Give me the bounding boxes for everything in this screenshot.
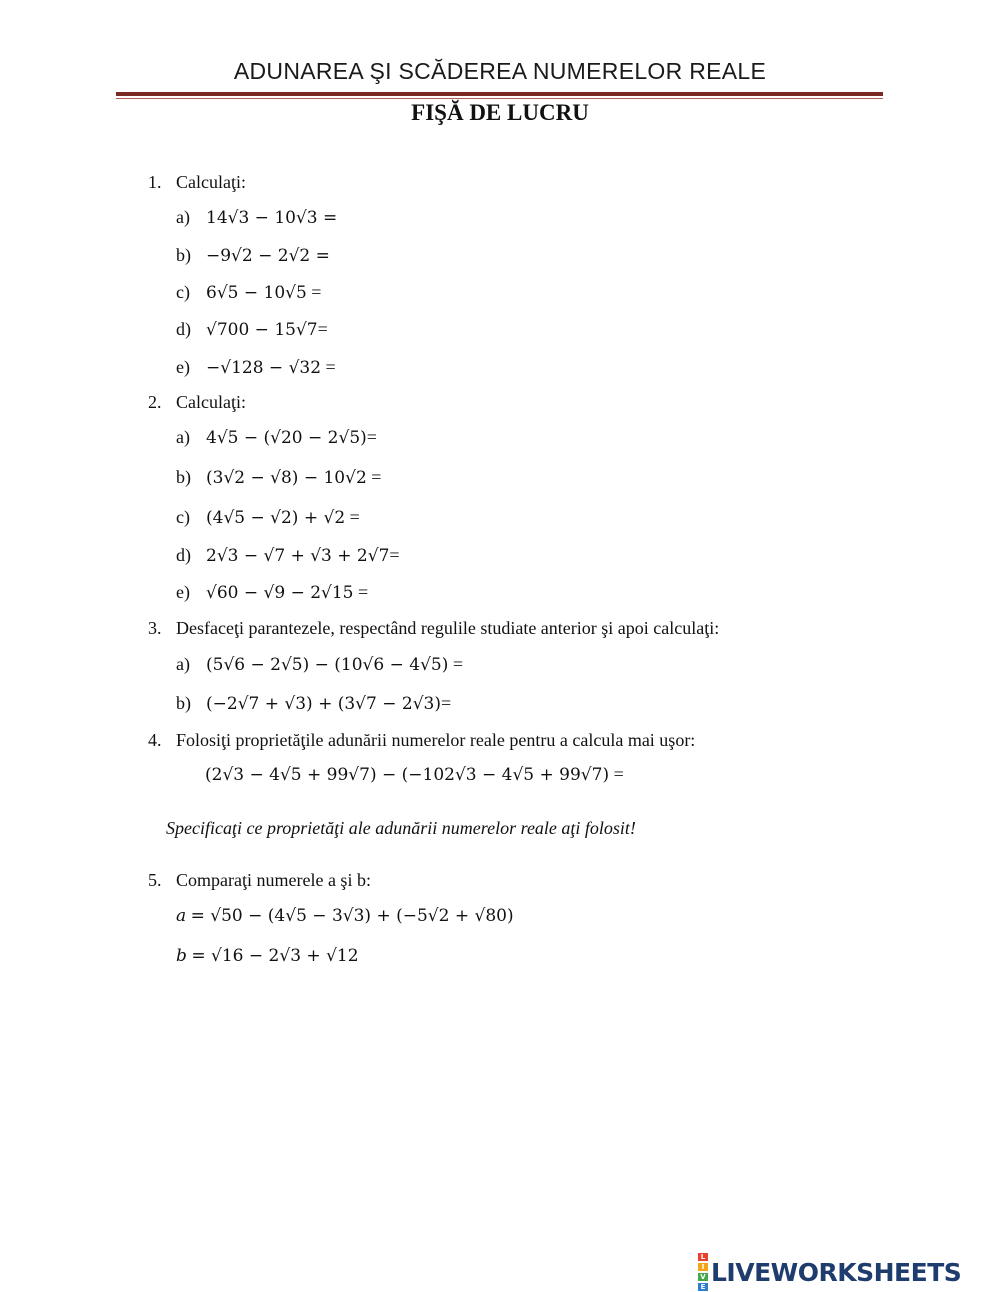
- exercise-1b: [176, 245, 330, 266]
- item-equals: =: [366, 427, 377, 447]
- exercise-4-note: Specificaţi ce proprietăţi ale adunării numerelor reale aţi folosit!: [166, 818, 636, 838]
- exercise-5-line-b: [176, 945, 359, 966]
- item-equals: =: [306, 282, 322, 302]
- exercise-number: 3.: [148, 618, 162, 638]
- item-equals: =: [353, 582, 369, 602]
- item-label: c): [176, 282, 190, 302]
- logo-mark-icon: [698, 1252, 708, 1292]
- exercise-1d: [176, 319, 328, 340]
- item-expression: (4√5 − √2) + √2: [206, 508, 346, 528]
- exercise-3b: [176, 693, 451, 714]
- item-equals: =: [440, 693, 452, 713]
- exercise-instruction: Calculaţi:: [176, 392, 246, 412]
- item-expression: 2√3 − √7 + √3 + 2√7: [206, 546, 390, 566]
- exercise-instruction: Calculaţi:: [176, 172, 246, 192]
- page-title: ADUNAREA ŞI SCĂDEREA NUMERELOR REALE: [233, 58, 767, 84]
- exercise-1e: [176, 357, 336, 378]
- item-label: d): [176, 319, 191, 339]
- item-label: e): [176, 582, 190, 602]
- item-equals: =: [366, 467, 382, 487]
- item-label: a): [176, 427, 190, 447]
- exercise-3-heading: [148, 618, 719, 639]
- logo-block: I: [698, 1263, 708, 1271]
- exercise-1a: [176, 207, 337, 228]
- exercise-instruction: Desfaceţi parantezele, respectând regulile studiate anterior şi apoi calculaţi:: [176, 618, 720, 638]
- exercise-2a: [176, 427, 377, 448]
- item-label: e): [176, 357, 190, 377]
- variable-name: a: [176, 906, 187, 926]
- item-equals: =: [317, 319, 328, 339]
- item-expression: (2√3 − 4√5 + 99√7) − (−102√3 − 4√5 + 99√7): [205, 765, 610, 785]
- item-expression: (3√2 − √8) − 10√2: [206, 468, 367, 488]
- exercise-instruction: Comparaţi numerele a şi b:: [176, 870, 371, 890]
- exercise-number: 4.: [148, 730, 162, 750]
- item-label: a): [176, 207, 190, 227]
- exercise-4-heading: [148, 730, 695, 751]
- worksheet-subtitle: FIŞĂ DE LUCRU: [411, 100, 589, 125]
- liveworksheets-logo: [698, 1253, 994, 1291]
- exercise-2-heading: [148, 392, 246, 413]
- logo-text: LIVEWORKSHEETS: [711, 1257, 962, 1287]
- item-expression: = √50 − (4√5 − 3√3) + (−5√2 + √80): [190, 906, 514, 926]
- item-expression: 4√5 − (√20 − 2√5): [206, 428, 367, 448]
- item-expression: 14√3 − 10√3 =: [206, 208, 338, 228]
- item-expression: (−2√7 + √3) + (3√7 − 2√3): [206, 694, 441, 714]
- exercise-3a: [176, 654, 463, 675]
- exercise-2c: [176, 507, 360, 528]
- item-equals: =: [321, 357, 336, 377]
- item-expression: 6√5 − 10√5: [206, 283, 307, 303]
- item-label: b): [176, 245, 191, 265]
- item-label: b): [176, 467, 191, 487]
- item-label: b): [176, 693, 191, 713]
- item-equals: =: [609, 764, 624, 784]
- logo-block: V: [698, 1273, 708, 1281]
- item-label: d): [176, 545, 191, 565]
- exercise-instruction: Folosiţi proprietăţile adunării numerelor reale pentru a calcula mai uşor:: [176, 730, 696, 750]
- item-equals: =: [389, 545, 400, 565]
- exercise-5-heading: [148, 870, 371, 891]
- item-expression: √700 − 15√7: [206, 320, 318, 340]
- title-rule-thick: [116, 92, 883, 96]
- item-expression: −√128 − √32: [206, 358, 322, 378]
- exercise-number: 5.: [148, 870, 162, 890]
- exercise-2e: [176, 582, 368, 603]
- logo-block: L: [698, 1253, 708, 1261]
- exercise-2b: [176, 467, 381, 488]
- title-rule-thin: [116, 98, 883, 99]
- item-label: c): [176, 507, 190, 527]
- exercise-2d: [176, 545, 400, 566]
- item-expression: √60 − √9 − 2√15: [206, 583, 354, 603]
- exercise-number: 1.: [148, 172, 162, 192]
- logo-block: E: [698, 1283, 708, 1291]
- item-equals: =: [448, 654, 464, 674]
- exercise-1-heading: [148, 172, 246, 193]
- item-expression: −9√2 − 2√2 =: [206, 246, 330, 266]
- item-label: a): [176, 654, 190, 674]
- exercise-5-line-a: [176, 905, 514, 926]
- variable-name: b: [176, 946, 187, 966]
- exercise-number: 2.: [148, 392, 162, 412]
- exercise-1c: [176, 282, 321, 303]
- exercise-4-expression: [205, 764, 624, 785]
- item-expression: (5√6 − 2√5) − (10√6 − 4√5): [206, 655, 449, 675]
- item-expression: = √16 − 2√3 + √12: [191, 946, 359, 966]
- item-equals: =: [345, 507, 360, 527]
